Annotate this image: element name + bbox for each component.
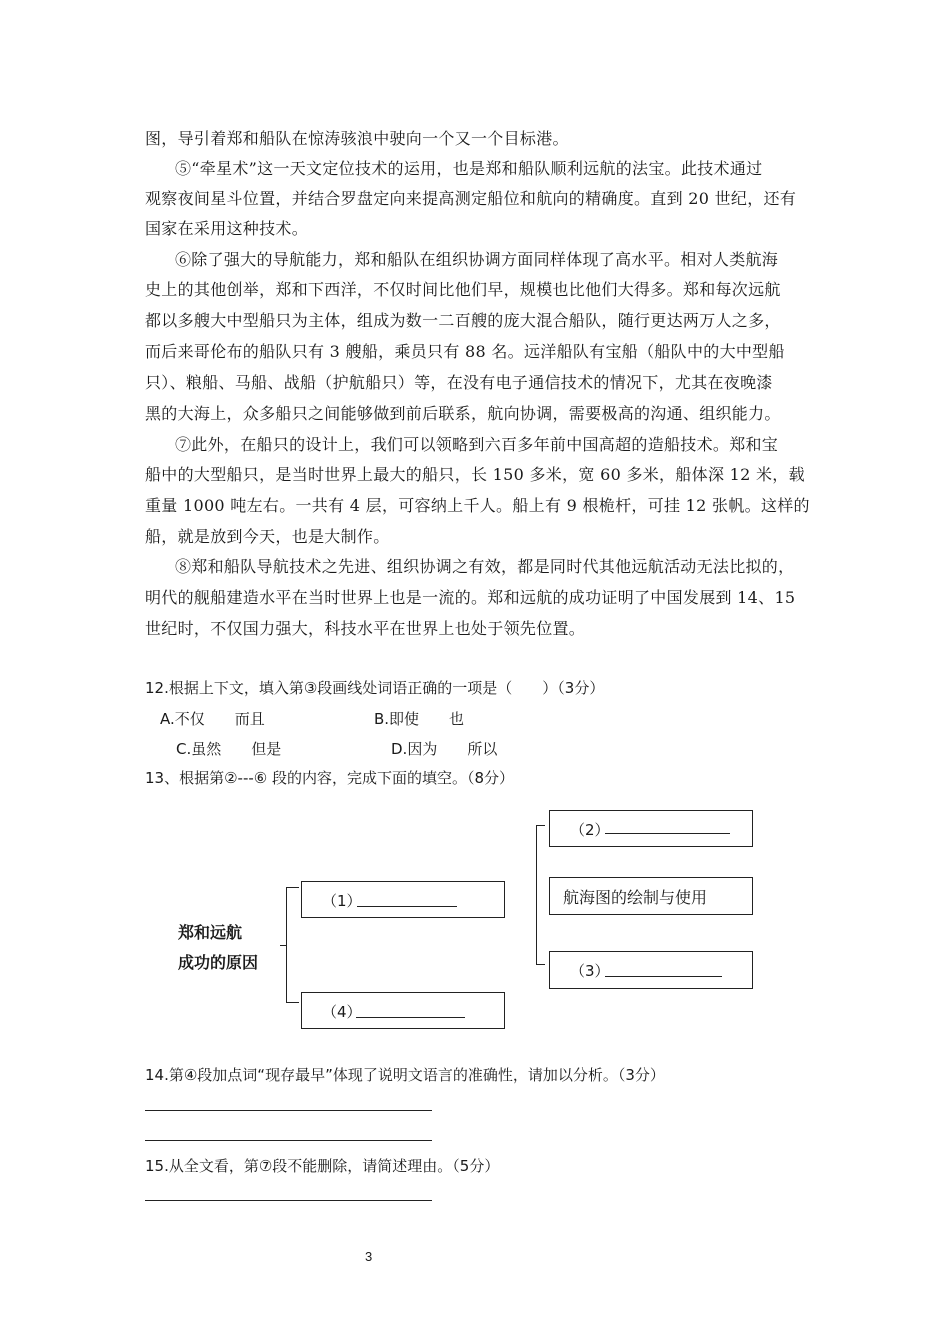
option-c[interactable]: C.虽然 但是 <box>176 740 282 758</box>
box-label: 航海图的绘制与使用 <box>563 888 708 907</box>
answer-blank[interactable] <box>605 833 730 834</box>
option-b[interactable]: B.即使 也 <box>374 710 465 728</box>
question-12-stem: 12.根据上下文，填入第③段画线处词语正确的一项是（ ）（3分） <box>145 679 605 697</box>
brace-line <box>536 964 545 965</box>
answer-blank[interactable] <box>356 1017 465 1018</box>
passage-line: 史上的其他创举，郑和下西洋，不仅时间比他们早，规模也比他们大得多。郑和每次远航 <box>145 280 781 299</box>
diagram-root-label: 郑和远航 <box>178 923 243 942</box>
question-13-stem: 13、根据第②---⑥ 段的内容，完成下面的填空。（8分） <box>145 769 515 787</box>
passage-line: 只）、粮船、马船、战船（护航船只）等，在没有电子通信技术的情况下，尤其在夜晚漆 <box>145 373 773 392</box>
passage-line: ⑧郑和船队导航技术之先进、组织协调之有效，都是同时代其他远航活动无法比拟的， <box>175 557 795 576</box>
passage-line: ⑦此外，在船只的设计上，我们可以领略到六百多年前中国高超的造船技术。郑和宝 <box>175 435 779 454</box>
diagram-root-label: 成功的原因 <box>178 953 259 972</box>
question-15-stem: 15.从全文看，第⑦段不能删除，请简述理由。（5分） <box>145 1157 500 1175</box>
passage-line: 黑的大海上，众多船只之间能够做到前后联系，航向协调，需要极高的沟通、组织能力。 <box>145 404 781 423</box>
answer-box-3[interactable] <box>549 951 753 989</box>
passage-line: ⑥除了强大的导航能力，郑和船队在组织协调方面同样体现了高水平。相对人类航海 <box>175 250 779 269</box>
answer-box-4[interactable] <box>301 992 505 1029</box>
answer-line[interactable] <box>145 1200 432 1201</box>
answer-line[interactable] <box>145 1140 432 1141</box>
question-14-stem: 14.第④段加点词“现存最早”体现了说明文语言的准确性，请加以分析。（3分） <box>145 1066 665 1084</box>
nav-chart-box <box>549 877 753 915</box>
answer-blank[interactable] <box>357 906 457 907</box>
passage-line: 船，就是放到今天，也是大制作。 <box>145 527 390 546</box>
brace-line <box>280 945 287 946</box>
answer-line[interactable] <box>145 1110 432 1111</box>
passage-line: 重量 1000 吨左右。一共有 4 层，可容纳上千人。船上有 9 根桅杆，可挂 12 张帆。这样的 <box>145 496 810 515</box>
brace-line <box>536 825 545 826</box>
passage-line: ⑤“牵星术”这一天文定位技术的运用，也是郑和船队顺利远航的法宝。此技术通过 <box>175 159 763 178</box>
box-label: （1） <box>322 892 362 910</box>
passage-line: 国家在采用这种技术。 <box>145 219 309 238</box>
passage-line: 明代的舰船建造水平在当时世界上也是一流的。郑和远航的成功证明了中国发展到 14、15 <box>145 588 796 607</box>
passage-line: 世纪时，不仅国力强大，科技水平在世界上也处于领先位置。 <box>145 619 586 638</box>
answer-blank[interactable] <box>605 976 722 977</box>
passage-line: 船中的大型船只，是当时世界上最大的船只，长 150 多米，宽 60 多米，船体深 12 米，载 <box>145 465 805 484</box>
box-label: （3） <box>570 962 610 980</box>
box-label: （4） <box>322 1003 362 1021</box>
option-d[interactable]: D.因为 所以 <box>391 740 498 758</box>
box-label: （2） <box>570 821 610 839</box>
brace-line <box>286 887 299 888</box>
passage-line: 观察夜间星斗位置，并结合罗盘定向来提高测定船位和航向的精确度。直到 20 世纪，还有 <box>145 189 797 208</box>
passage-line: 都以多艘大中型船只为主体，组成为数一二百艘的庞大混合船队，随行更达两万人之多， <box>145 311 781 330</box>
page-number: 3 <box>365 1249 373 1264</box>
option-a[interactable]: A.不仅 而且 <box>160 710 265 728</box>
passage-line: 而后来哥伦布的船队只有 3 艘船，乘员只有 88 名。远洋船队有宝船（船队中的大中型船 <box>145 342 785 361</box>
passage-line: 图，导引着郑和船队在惊涛骇浪中驶向一个又一个目标港。 <box>145 129 569 148</box>
answer-box-1[interactable] <box>301 881 505 918</box>
brace-line <box>286 1002 299 1003</box>
brace-line <box>536 825 537 965</box>
answer-box-2[interactable] <box>549 810 753 847</box>
